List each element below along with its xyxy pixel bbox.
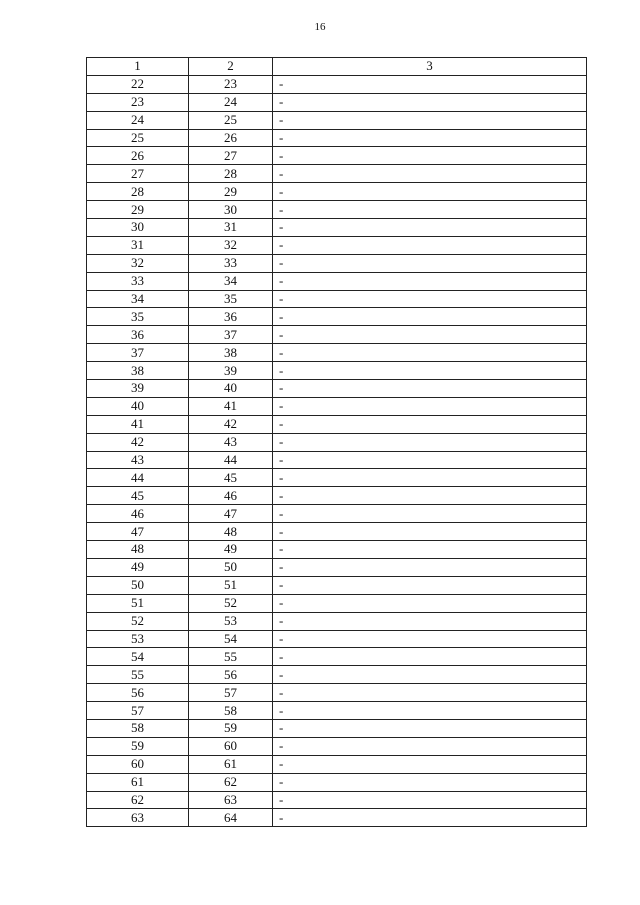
cell-col-3: -	[273, 183, 587, 201]
cell-col-2: 27	[189, 147, 273, 165]
cell-col-1: 62	[87, 791, 189, 809]
cell-col-3: -	[273, 201, 587, 219]
table-row	[87, 630, 587, 648]
table-row	[87, 558, 587, 576]
cell-col-2: 57	[189, 684, 273, 702]
cell-col-1: 53	[87, 630, 189, 648]
cell-col-3: -	[273, 541, 587, 559]
cell-col-3: -	[273, 648, 587, 666]
column-header-1: 1	[87, 58, 189, 76]
cell-col-2: 51	[189, 576, 273, 594]
table-row	[87, 737, 587, 755]
table-row	[87, 290, 587, 308]
table-row	[87, 272, 587, 290]
cell-col-1: 30	[87, 219, 189, 237]
cell-col-1: 59	[87, 737, 189, 755]
data-table	[86, 57, 587, 827]
table-header	[87, 58, 587, 76]
table-row	[87, 219, 587, 237]
table-row	[87, 129, 587, 147]
cell-col-1: 52	[87, 612, 189, 630]
table-row	[87, 594, 587, 612]
cell-col-3: -	[273, 129, 587, 147]
cell-col-2: 62	[189, 773, 273, 791]
cell-col-2: 25	[189, 111, 273, 129]
cell-col-2: 41	[189, 397, 273, 415]
cell-col-2: 34	[189, 272, 273, 290]
table-row	[87, 648, 587, 666]
cell-col-2: 29	[189, 183, 273, 201]
table-row	[87, 612, 587, 630]
table-row	[87, 93, 587, 111]
cell-col-1: 47	[87, 523, 189, 541]
cell-col-3: -	[273, 809, 587, 827]
table-row	[87, 469, 587, 487]
cell-col-1: 29	[87, 201, 189, 219]
cell-col-1: 58	[87, 719, 189, 737]
cell-col-2: 50	[189, 558, 273, 576]
cell-col-2: 28	[189, 165, 273, 183]
cell-col-3: -	[273, 630, 587, 648]
table-row	[87, 684, 587, 702]
cell-col-1: 56	[87, 684, 189, 702]
cell-col-1: 23	[87, 93, 189, 111]
table-row	[87, 111, 587, 129]
cell-col-1: 51	[87, 594, 189, 612]
table-row	[87, 523, 587, 541]
cell-col-3: -	[273, 433, 587, 451]
table-row	[87, 433, 587, 451]
header-row	[87, 58, 587, 76]
cell-col-2: 52	[189, 594, 273, 612]
cell-col-3: -	[273, 219, 587, 237]
column-header-2: 2	[189, 58, 273, 76]
cell-col-3: -	[273, 719, 587, 737]
cell-col-3: -	[273, 326, 587, 344]
cell-col-1: 45	[87, 487, 189, 505]
cell-col-2: 63	[189, 791, 273, 809]
table-row	[87, 75, 587, 93]
cell-col-1: 49	[87, 558, 189, 576]
cell-col-3: -	[273, 576, 587, 594]
table-row	[87, 397, 587, 415]
table-row	[87, 183, 587, 201]
cell-col-3: -	[273, 594, 587, 612]
table-row	[87, 147, 587, 165]
cell-col-1: 43	[87, 451, 189, 469]
cell-col-3: -	[273, 415, 587, 433]
cell-col-1: 34	[87, 290, 189, 308]
cell-col-1: 60	[87, 755, 189, 773]
cell-col-2: 32	[189, 236, 273, 254]
cell-col-2: 24	[189, 93, 273, 111]
cell-col-1: 54	[87, 648, 189, 666]
cell-col-1: 31	[87, 236, 189, 254]
cell-col-2: 44	[189, 451, 273, 469]
cell-col-2: 43	[189, 433, 273, 451]
cell-col-3: -	[273, 523, 587, 541]
cell-col-2: 54	[189, 630, 273, 648]
cell-col-3: -	[273, 702, 587, 720]
cell-col-1: 28	[87, 183, 189, 201]
table-row	[87, 201, 587, 219]
cell-col-1: 25	[87, 129, 189, 147]
cell-col-1: 38	[87, 362, 189, 380]
cell-col-2: 56	[189, 666, 273, 684]
table-row	[87, 380, 587, 398]
cell-col-2: 58	[189, 702, 273, 720]
cell-col-1: 42	[87, 433, 189, 451]
cell-col-2: 48	[189, 523, 273, 541]
cell-col-1: 57	[87, 702, 189, 720]
table-row	[87, 308, 587, 326]
cell-col-1: 24	[87, 111, 189, 129]
cell-col-1: 22	[87, 75, 189, 93]
cell-col-1: 41	[87, 415, 189, 433]
cell-col-3: -	[273, 469, 587, 487]
table-row	[87, 719, 587, 737]
cell-col-2: 61	[189, 755, 273, 773]
cell-col-2: 47	[189, 505, 273, 523]
cell-col-1: 50	[87, 576, 189, 594]
cell-col-1: 33	[87, 272, 189, 290]
cell-col-1: 37	[87, 344, 189, 362]
cell-col-3: -	[273, 75, 587, 93]
cell-col-3: -	[273, 362, 587, 380]
cell-col-3: -	[273, 111, 587, 129]
cell-col-3: -	[273, 451, 587, 469]
table-body	[87, 75, 587, 826]
cell-col-3: -	[273, 737, 587, 755]
cell-col-2: 64	[189, 809, 273, 827]
cell-col-1: 61	[87, 773, 189, 791]
table-row	[87, 344, 587, 362]
cell-col-2: 40	[189, 380, 273, 398]
cell-col-2: 30	[189, 201, 273, 219]
cell-col-3: -	[273, 684, 587, 702]
cell-col-3: -	[273, 380, 587, 398]
cell-col-3: -	[273, 666, 587, 684]
table-row	[87, 755, 587, 773]
cell-col-3: -	[273, 165, 587, 183]
cell-col-3: -	[273, 93, 587, 111]
cell-col-2: 37	[189, 326, 273, 344]
cell-col-3: -	[273, 147, 587, 165]
column-header-3: 3	[273, 58, 587, 76]
cell-col-3: -	[273, 791, 587, 809]
page-number: 16	[314, 21, 326, 33]
table-row	[87, 773, 587, 791]
cell-col-2: 49	[189, 541, 273, 559]
cell-col-3: -	[273, 290, 587, 308]
table-row	[87, 451, 587, 469]
cell-col-3: -	[273, 397, 587, 415]
cell-col-2: 36	[189, 308, 273, 326]
cell-col-2: 46	[189, 487, 273, 505]
cell-col-2: 59	[189, 719, 273, 737]
table-row	[87, 326, 587, 344]
table-row	[87, 165, 587, 183]
table-row	[87, 254, 587, 272]
table-row	[87, 236, 587, 254]
cell-col-1: 44	[87, 469, 189, 487]
table-row	[87, 487, 587, 505]
cell-col-3: -	[273, 272, 587, 290]
cell-col-2: 23	[189, 75, 273, 93]
cell-col-2: 39	[189, 362, 273, 380]
table-row	[87, 362, 587, 380]
cell-col-1: 48	[87, 541, 189, 559]
cell-col-2: 33	[189, 254, 273, 272]
cell-col-2: 31	[189, 219, 273, 237]
cell-col-3: -	[273, 773, 587, 791]
cell-col-2: 38	[189, 344, 273, 362]
cell-col-1: 32	[87, 254, 189, 272]
cell-col-1: 26	[87, 147, 189, 165]
table-row	[87, 541, 587, 559]
cell-col-3: -	[273, 755, 587, 773]
cell-col-3: -	[273, 236, 587, 254]
table-row	[87, 576, 587, 594]
cell-col-2: 45	[189, 469, 273, 487]
cell-col-3: -	[273, 254, 587, 272]
table-row	[87, 791, 587, 809]
cell-col-1: 46	[87, 505, 189, 523]
table-row	[87, 666, 587, 684]
table-row	[87, 702, 587, 720]
cell-col-2: 35	[189, 290, 273, 308]
table-row	[87, 505, 587, 523]
cell-col-1: 39	[87, 380, 189, 398]
cell-col-1: 27	[87, 165, 189, 183]
cell-col-1: 40	[87, 397, 189, 415]
cell-col-2: 42	[189, 415, 273, 433]
cell-col-1: 36	[87, 326, 189, 344]
table-row	[87, 809, 587, 827]
cell-col-1: 63	[87, 809, 189, 827]
cell-col-2: 60	[189, 737, 273, 755]
cell-col-2: 53	[189, 612, 273, 630]
cell-col-3: -	[273, 344, 587, 362]
cell-col-3: -	[273, 612, 587, 630]
cell-col-1: 55	[87, 666, 189, 684]
cell-col-3: -	[273, 487, 587, 505]
cell-col-2: 55	[189, 648, 273, 666]
cell-col-3: -	[273, 505, 587, 523]
cell-col-3: -	[273, 308, 587, 326]
cell-col-3: -	[273, 558, 587, 576]
cell-col-1: 35	[87, 308, 189, 326]
table-row	[87, 415, 587, 433]
cell-col-2: 26	[189, 129, 273, 147]
